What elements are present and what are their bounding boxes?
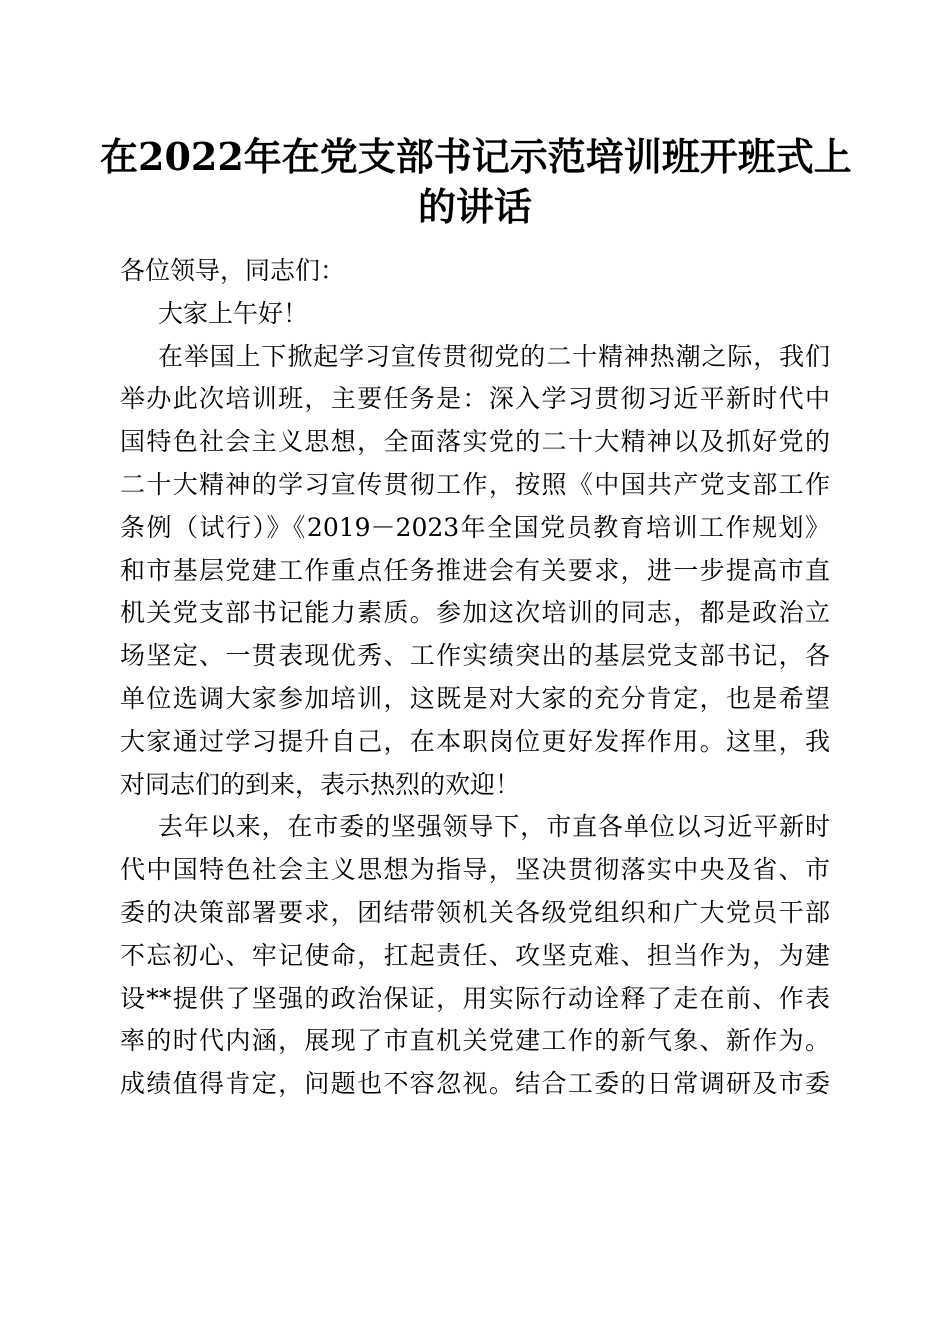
body-line: 设**提供了坚强的政治保证，用实际行动诠释了走在前、作表 [120, 983, 830, 1013]
body-line: 代中国特色社会主义思想为指导，坚决贯彻落实中央及省、市 [120, 855, 830, 885]
body-line: 场坚定、一贯表现优秀、工作实绩突出的基层党支部书记，各 [120, 641, 830, 671]
body-line: 对同志们的到来，表示热烈的欢迎！ [120, 769, 521, 799]
body-line: 委的决策部署要求，团结带领机关各级党组织和广大党员干部 [120, 897, 830, 927]
body-line: 去年以来，在市委的坚强领导下，市直各单位以习近平新时 [158, 812, 830, 842]
document-body [120, 250, 830, 1106]
body-line: 各位领导，同志们： [120, 256, 346, 285]
body-line: 不忘初心、牢记使命，扛起责任、攻坚克难、担当作为，为建 [120, 940, 830, 970]
body-line: 率的时代内涵，展现了市直机关党建工作的新气象、新作为。 [120, 1026, 830, 1056]
title-line-1: 在2022年在党支部书记示范培训班开班式上 [100, 134, 852, 179]
title-line-2: 的讲话 [417, 184, 532, 229]
body-line: 在举国上下掀起学习宣传贯彻党的二十精神热潮之际，我们 [158, 341, 830, 371]
body-line: 条例（试行）》《2019－2023年全国党员教育培训工作规划》 [120, 512, 830, 542]
body-line: 大家通过学习提升自己，在本职岗位更好发挥作用。这里，我 [120, 726, 830, 756]
body-line: 举办此次培训班，主要任务是：深入学习贯彻习近平新时代中 [120, 384, 830, 414]
body-line: 成绩值得肯定，问题也不容忽视。结合工委的日常调研及市委 [120, 1069, 830, 1099]
body-line: 大家上午好！ [158, 298, 309, 328]
body-line: 单位选调大家参加培训，这既是对大家的充分肯定，也是希望 [120, 683, 830, 713]
body-line: 国特色社会主义思想，全面落实党的二十大精神以及抓好党的 [120, 427, 830, 457]
document-title [100, 132, 850, 232]
body-line: 和市基层党建工作重点任务推进会有关要求，进一步提高市直 [120, 555, 830, 585]
body-line: 二十大精神的学习宣传贯彻工作，按照《中国共产党支部工作 [120, 469, 830, 499]
body-line: 机关党支部书记能力素质。参加这次培训的同志，都是政治立 [120, 598, 830, 628]
